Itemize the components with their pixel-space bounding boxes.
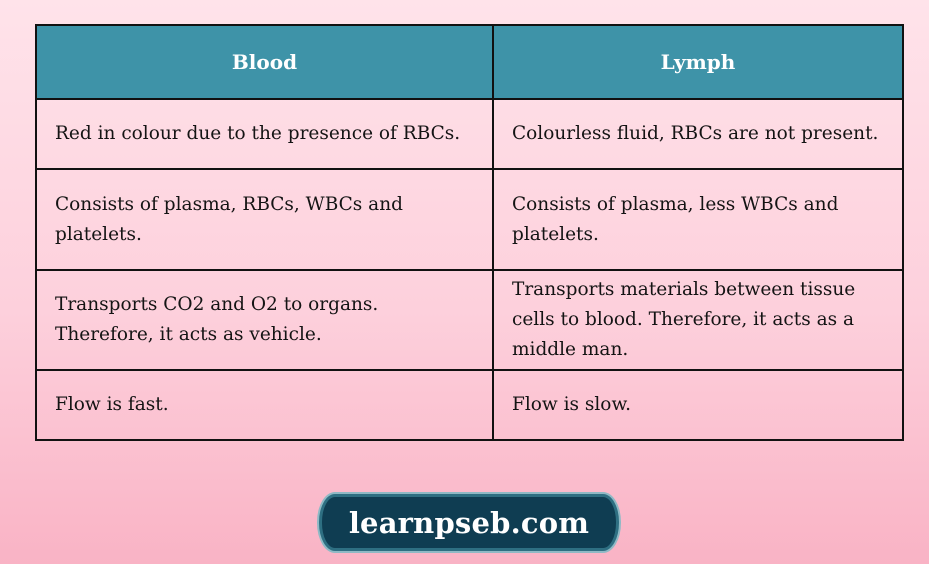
table-row [36, 270, 903, 370]
cell-lymph-flow: Flow is slow. [493, 370, 903, 440]
cell-blood-flow: Flow is fast. [36, 370, 493, 440]
comparison-table [35, 24, 904, 441]
cell-lymph-colour: Colourless fluid, RBCs are not present. [493, 99, 903, 169]
cell-blood-composition: Consists of plasma, RBCs, WBCs and platelets. [36, 169, 493, 270]
table-row [36, 169, 903, 270]
table-row [36, 99, 903, 169]
table-header-row [36, 25, 903, 99]
header-blood: Blood [36, 25, 493, 99]
cell-lymph-transport: Transports materials between tissue cells to blood. Therefore, it acts as a middle man. [493, 270, 903, 370]
cell-blood-colour: Red in colour due to the presence of RBCs. [36, 99, 493, 169]
site-logo-text: learnpseb.com [348, 505, 590, 540]
cell-blood-transport: Transports CO2 and O2 to organs. Therefore, it acts as vehicle. [36, 270, 493, 370]
header-lymph: Lymph [493, 25, 903, 99]
table-row [36, 370, 903, 440]
cell-lymph-composition: Consists of plasma, less WBCs and platelets. [493, 169, 903, 270]
site-logo-badge[interactable] [319, 494, 619, 551]
